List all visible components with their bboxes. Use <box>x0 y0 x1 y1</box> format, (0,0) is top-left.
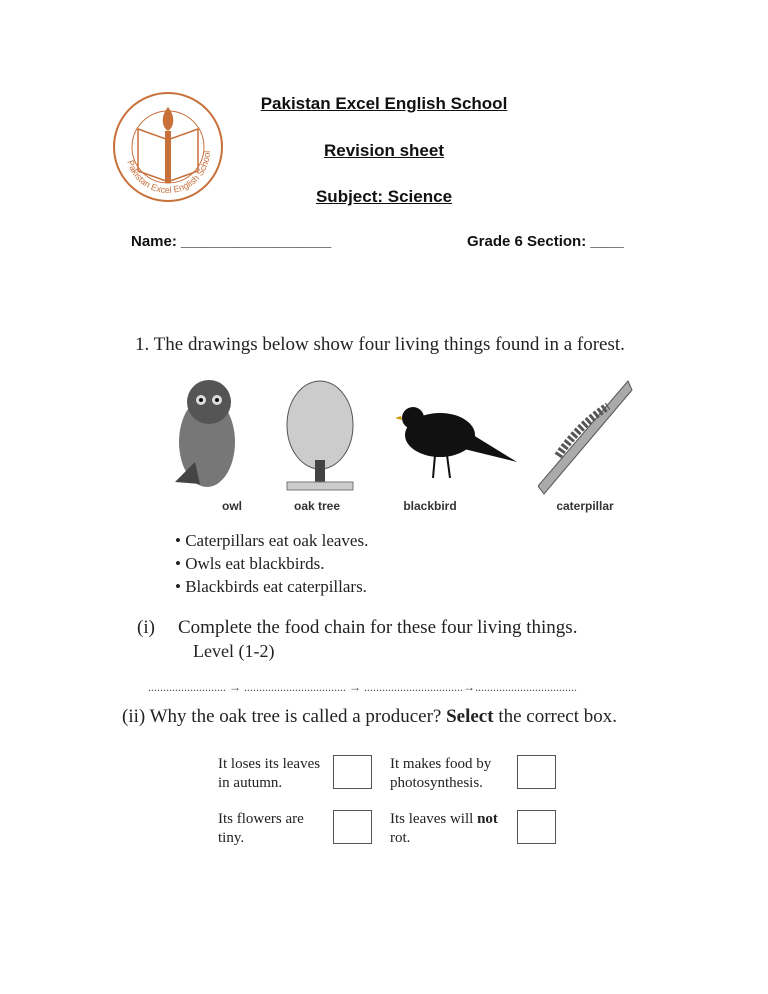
fact-item: • Caterpillars eat oak leaves. <box>175 531 369 550</box>
grade-section-field[interactable]: Grade 6 Section: ____ <box>467 233 624 250</box>
option-checkbox-3[interactable] <box>333 810 372 844</box>
sheet-title: Revision sheet <box>324 141 444 160</box>
owl-illustration <box>165 372 245 497</box>
option-line: Its flowers are <box>218 811 304 827</box>
option-line: tiny. <box>218 830 245 846</box>
option-line: photosynthesis. <box>390 775 483 791</box>
option-line: Its leaves will <box>390 811 474 827</box>
option-line: It makes food by <box>390 756 492 772</box>
option-checkbox-2[interactable] <box>517 755 556 789</box>
option-checkbox-1[interactable] <box>333 755 372 789</box>
fact-item: • Owls eat blackbirds. <box>175 554 325 573</box>
option-text-3 <box>218 810 328 848</box>
blackbird-illustration <box>395 400 520 480</box>
part-ii-bold: Select <box>446 706 494 727</box>
option-line: in autumn. <box>218 775 283 791</box>
svg-text:Pakistan Excel English School: Pakistan Excel English School <box>125 150 213 196</box>
blackbird-label: blackbird <box>403 499 457 513</box>
food-chain-answer-line[interactable]: .......................... → .................................. → .................................→.................................. <box>148 680 577 694</box>
oak-tree-label: oak tree <box>293 499 341 513</box>
fact-item: • Blackbirds eat caterpillars. <box>175 577 367 596</box>
part-i-text: Complete the food chain for these four living things. <box>178 617 578 638</box>
option-line: It loses its leaves <box>218 756 321 772</box>
option-text-1 <box>218 755 328 793</box>
caterpillar-illustration <box>538 376 633 496</box>
oak-tree-illustration <box>285 380 355 492</box>
option-text-2 <box>390 755 500 793</box>
name-field[interactable]: Name: __________________ <box>131 233 332 250</box>
part-ii-question <box>122 706 617 728</box>
owl-label: owl <box>222 499 242 513</box>
question-1-prompt: 1. The drawings below show four living things found in a forest. <box>135 334 625 355</box>
level-label: Level (1-2) <box>193 641 275 661</box>
option-checkbox-4[interactable] <box>517 810 556 844</box>
option-line: rot. <box>390 830 411 846</box>
subject-title: Subject: Science <box>315 187 453 206</box>
caterpillar-label: caterpillar <box>556 499 614 513</box>
school-title: Pakistan Excel English School <box>260 94 508 113</box>
option-bold: not <box>477 811 498 827</box>
part-ii-text: (ii) Why the oak tree is called a producer? <box>122 706 442 727</box>
part-i-label: (i) <box>137 617 155 638</box>
option-text-4 <box>390 810 520 848</box>
part-ii-rest: the correct box. <box>498 706 618 727</box>
